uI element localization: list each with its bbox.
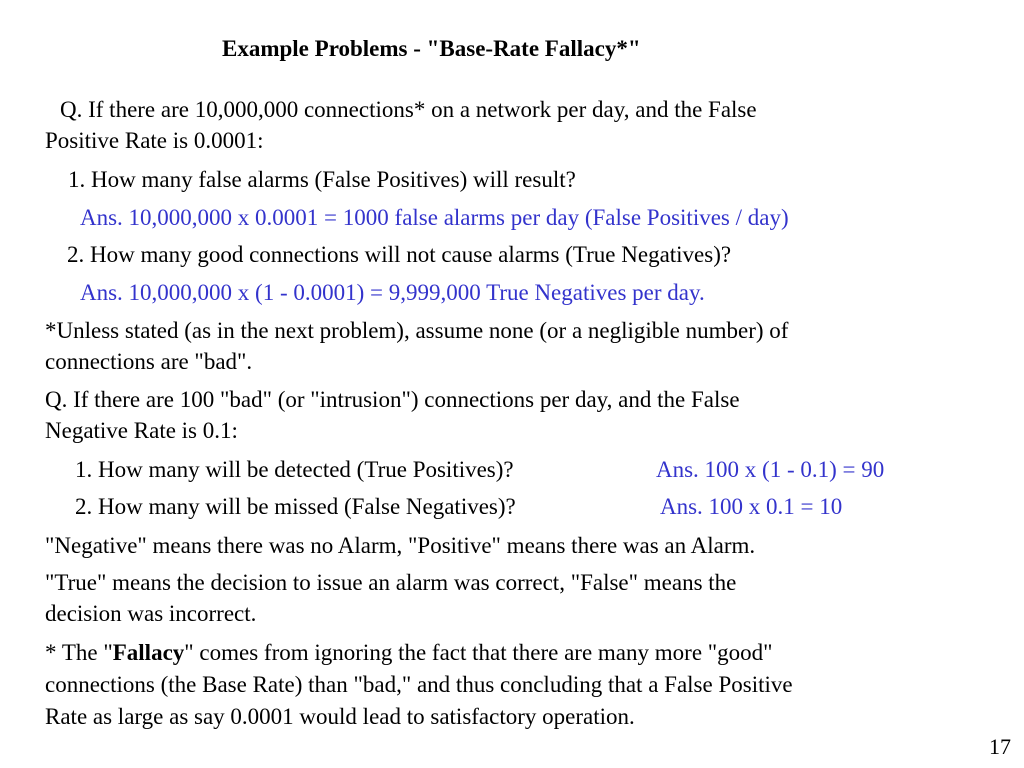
- slide-title: Example Problems - "Base-Rate Fallacy*": [222, 36, 641, 61]
- definition-true-false-line-1: "True" means the decision to issue an alarm was correct, "False" means the: [45, 570, 737, 595]
- fallacy-note-prefix: * The ": [45, 640, 113, 665]
- fallacy-note-line-3: Rate as large as say 0.0001 would lead to satisfactory operation.: [45, 704, 635, 729]
- definition-true-false-line-2: decision was incorrect.: [45, 601, 257, 626]
- definition-negative-positive: "Negative" means there was no Alarm, "Positive" means there was an Alarm.: [45, 533, 756, 558]
- q1-line-2: Positive Rate is 0.0001:: [45, 128, 264, 153]
- page-number: 17: [989, 734, 1011, 759]
- q2-sub1-answer: Ans. 100 x (1 - 0.1) = 90: [656, 457, 885, 482]
- q1-line-1: Q. If there are 10,000,000 connections* on a network per day, and the False: [60, 97, 757, 122]
- q2-sub2-answer: Ans. 100 x 0.1 = 10: [660, 494, 843, 519]
- connections-footnote-line-1: *Unless stated (as in the next problem), assume none (or a negligible number) of: [45, 318, 789, 343]
- fallacy-note-line-1: [45, 637, 773, 668]
- fallacy-note-line-2: connections (the Base Rate) than "bad," and thus concluding that a False Positive: [45, 672, 793, 697]
- q2-sub2-question: 2. How many will be missed (False Negatives)?: [75, 494, 516, 519]
- q1-sub2-question: 2. How many good connections will not cause alarms (True Negatives)?: [67, 242, 732, 267]
- q1-sub2-answer: Ans. 10,000,000 x (1 - 0.0001) = 9,999,000 True Negatives per day.: [80, 280, 705, 305]
- q2-sub1-question: 1. How many will be detected (True Positives)?: [75, 457, 514, 482]
- q1-sub1-answer: Ans. 10,000,000 x 0.0001 = 1000 false alarms per day (False Positives / day): [80, 205, 789, 230]
- q1-sub1-question: 1. How many false alarms (False Positives) will result?: [68, 167, 576, 192]
- fallacy-note-line-1-rest: " comes from ignoring the fact that there are many more "good": [184, 640, 773, 665]
- q2-line-1: Q. If there are 100 "bad" (or "intrusion") connections per day, and the False: [45, 387, 740, 412]
- q2-line-2: Negative Rate is 0.1:: [45, 418, 238, 443]
- connections-footnote-line-2: connections are "bad".: [45, 349, 253, 374]
- fallacy-bold-word: Fallacy: [112, 640, 185, 665]
